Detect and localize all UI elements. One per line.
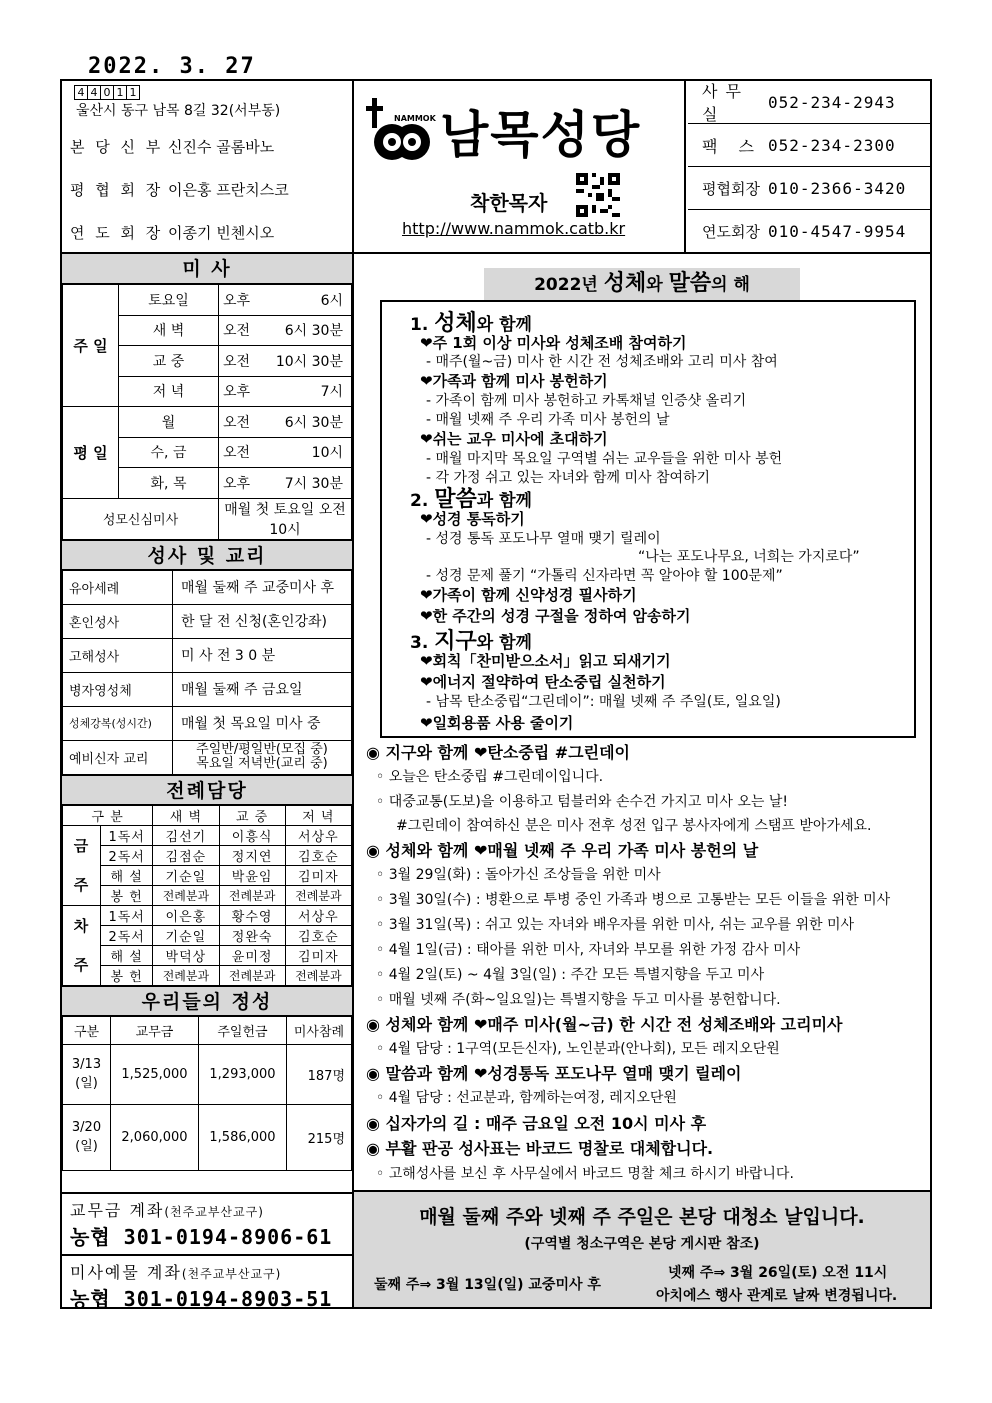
news-item: ◦ 4월 담당 : 1구역(모든신자), 노인분과(안나회), 모든 레지오단원 (376, 1041, 780, 1057)
offering-attendance: 187명 (287, 1044, 352, 1104)
marian-mass-value: 매월 첫 토요일 오전 10시 (219, 498, 352, 539)
sacrament-name: 고해성사 (63, 638, 173, 672)
dues-account-label (62, 1194, 352, 1221)
news-item: ◦ 매월 넷째 주(화~일요일)는 특별지향을 두고 미사를 봉헌합니다. (376, 992, 781, 1008)
church-name: 남목성당 (440, 106, 642, 164)
mass-offering-account-diocese: (천주교부산교구) (181, 1267, 282, 1281)
church-logo-area (354, 81, 686, 252)
offering-header: 주일헌금 (199, 1016, 287, 1044)
mass-time: 6시 (320, 292, 343, 309)
news-item: ◦ 4월 담당 : 선교분과, 함께하는여정, 레지오단원 (376, 1090, 677, 1106)
mass-day: 월 (119, 407, 219, 438)
liturgy-person: 전례분과 (153, 885, 219, 905)
liturgy-duty-table (62, 805, 352, 986)
mass-offering-account-title: 미사예물 계좌 (70, 1263, 182, 1282)
heading-keyword: 말씀 (434, 487, 477, 512)
offering-header: 구분 (63, 1016, 111, 1044)
liturgy-header: 새 벽 (153, 805, 219, 825)
postal-code (74, 85, 139, 100)
news-item: ◦ 대중교통(도보)을 이용하고 텀블러와 손수건 가지고 미사 오는 날! (376, 794, 789, 810)
council-president-label: 평 협 회 장 (70, 181, 164, 199)
cleaning-date-change-note: 아치에스 행사 관계로 날짜 변경됩니다. (656, 1288, 898, 1304)
theme-subitem: - 각 가정 쉬고 있는 자녀와 함께 미사 참여하기 (426, 470, 711, 486)
theme-item: ❤에너지 절약하여 탄소중립 실천하기 (420, 673, 666, 691)
liturgy-person: 김점순 (153, 845, 219, 865)
theme-item: ❤가족이 함께 신약성경 필사하기 (420, 586, 637, 604)
contact-info (688, 81, 932, 252)
liturgy-role: 1독서 (101, 905, 153, 925)
sacrament-schedule: 매월 둘째 주 교중미사 후 (173, 570, 352, 604)
dues-account-title: 교무금 계좌 (70, 1201, 165, 1220)
mass-offering-account-label (62, 1256, 352, 1283)
mass-time: 7시 30분 (284, 475, 343, 492)
theme-subitem: - 성경 통독 포도나무 열매 맺기 릴레이 (426, 531, 661, 547)
liturgy-person: 기순일 (153, 925, 219, 945)
heading-rest: 과 함께 (476, 491, 532, 511)
year-theme-box (380, 300, 916, 738)
offering-day: (일) (75, 1139, 98, 1154)
offering-dues: 1,525,000 (111, 1044, 199, 1104)
liturgy-person: 김선기 (153, 825, 219, 845)
qr-code-icon[interactable] (576, 173, 620, 217)
fax-number: 052-234-2300 (768, 135, 896, 155)
yeondo-president-name: 이종기 빈첸시오 (168, 224, 275, 242)
liturgy-role: 2독서 (101, 845, 153, 865)
liturgy-person: 전례분과 (285, 885, 351, 905)
right-column (354, 254, 932, 1192)
mass-ampm: 오전 (223, 323, 251, 340)
liturgy-person: 윤미정 (219, 945, 285, 965)
news-item: ◦ 3월 29일(화) : 돌아가신 조상들을 위한 미사 (376, 867, 661, 883)
bank-accounts (60, 1192, 354, 1309)
liturgy-person: 전례분과 (153, 965, 219, 985)
liturgy-person: 김호순 (285, 925, 351, 945)
theme-item: ❤회칙「찬미받으소서」읽고 되새기기 (420, 652, 671, 670)
theme-item: ❤가족과 함께 미사 봉헌하기 (420, 372, 608, 390)
liturgy-role: 봉 헌 (101, 965, 153, 985)
liturgy-person: 이흥식 (219, 825, 285, 845)
yeondo-president-row (70, 222, 274, 243)
liturgy-role: 2독서 (101, 925, 153, 945)
mass-time: 6시 30분 (284, 323, 343, 340)
mass-ampm: 오후 (223, 475, 251, 492)
marian-mass-label: 성모신심미사 (63, 498, 219, 539)
pastor-row (70, 136, 274, 157)
news-heading: ◉ 십자가의 길 : 매주 금요일 오전 10시 미사 후 (366, 1114, 707, 1133)
sacrament-schedule: 한 달 전 신청(혼인강좌) (173, 604, 352, 638)
news-item: ◦ 4월 2일(토) ~ 4월 3일(일) : 주간 모든 특별지향을 두고 미사 (376, 967, 765, 983)
heading-rest: 와 함께 (476, 633, 532, 653)
next-week-label-char: 주 (73, 956, 90, 974)
left-column (60, 254, 354, 1309)
liturgy-role: 해 설 (101, 945, 153, 965)
council-phone-label: 평협회장 (702, 179, 760, 198)
yeondo-phone-row (688, 210, 932, 253)
dues-account-diocese: (천주교부산교구) (164, 1205, 264, 1219)
liturgy-header: 구 분 (63, 805, 153, 825)
mass-time: 7시 (320, 384, 343, 401)
news-item: ◦ 3월 31일(목) : 쉬고 있는 자녀와 배우자를 위한 미사, 쉬는 교우를 위한 미사 (376, 917, 855, 933)
mass-day: 저 녁 (119, 376, 219, 407)
mass-day: 수, 금 (119, 437, 219, 468)
this-week-label-char: 금 (73, 837, 90, 855)
liturgy-person: 김호순 (285, 845, 351, 865)
postal-digit: 4 (74, 85, 88, 100)
this-week-label-char: 주 (73, 876, 90, 894)
office-label: 사무실 (702, 82, 749, 124)
offering-date (63, 1044, 111, 1104)
year-theme-word1: 성체 (603, 271, 647, 296)
mass-offering-account-number: 농협 301-0194-8903-51 (70, 1287, 333, 1311)
liturgy-header: 교 중 (219, 805, 285, 825)
news-heading: ◉ 성체와 함께 ❤매월 넷째 주 우리 가족 미사 봉헌의 날 (366, 841, 759, 860)
offering-day: (일) (75, 1076, 98, 1091)
postal-digit: 1 (126, 85, 140, 100)
theme-item: ❤쉬는 교우 미사에 초대하기 (420, 430, 608, 448)
year-theme-word2: 말씀 (668, 271, 712, 296)
next-week-label (63, 905, 101, 985)
council-phone: 010-2366-3420 (768, 178, 907, 198)
yeondo-phone-label: 연도회장 (702, 223, 760, 241)
cleaning-notice-subtitle: (구역별 청소구역은 본당 게시판 참조) (524, 1236, 760, 1252)
offering-date (63, 1104, 111, 1170)
liturgy-person: 이은홍 (153, 905, 219, 925)
pastor-name: 신진수 골롬바노 (168, 138, 275, 156)
news-item: ◦ 오늘은 탄소중립 #그린데이입니다. (376, 769, 604, 785)
sacrament-schedule: 미 사 전 3 0 분 (173, 638, 352, 672)
council-president-row (70, 179, 289, 200)
offering-date-value: 3/13 (71, 1057, 102, 1072)
liturgy-header: 저 녁 (285, 805, 351, 825)
mass-schedule-table (62, 284, 352, 540)
office-phone-row (688, 81, 932, 124)
yeondo-president-label: 연 도 회 장 (70, 224, 164, 242)
mass-ampm: 오전 (223, 414, 251, 431)
theme-subitem: - 매월 마지막 목요일 구역별 쉬는 교우들을 위한 미사 봉헌 (426, 451, 783, 467)
offering-dues: 2,060,000 (111, 1104, 199, 1170)
offering-sunday-collection: 1,586,000 (199, 1104, 287, 1170)
mass-time: 10시 30분 (275, 353, 343, 370)
theme-subitem: - 성경 문제 풀기 “가톨릭 신자라면 꼭 알아야 할 100문제” (426, 568, 783, 584)
offering-attendance: 215명 (287, 1104, 352, 1170)
mass-time: 10시 (311, 445, 343, 462)
liturgy-person: 정지연 (219, 845, 285, 865)
dues-account-number: 농협 301-0194-8906-61 (70, 1225, 333, 1249)
liturgy-person: 전례분과 (285, 965, 351, 985)
office-phone: 052-234-2943 (768, 92, 896, 112)
church-logo (366, 95, 641, 167)
news-item: #그린데이 참여하신 분은 미사 전후 성전 입구 봉사자에게 스탬프 받아가세요. (396, 818, 872, 834)
mass-day: 토요일 (119, 285, 219, 316)
offering-date-value: 3/20 (71, 1120, 102, 1135)
header-info (62, 81, 354, 252)
theme-subitem: - 매주(월~금) 미사 한 시간 전 성체조배와 고리 미사 참여 (426, 354, 778, 370)
council-president-name: 이은홍 프란치스코 (168, 181, 289, 199)
mass-section-title: 미 사 (62, 254, 352, 284)
mass-day: 화, 목 (119, 468, 219, 499)
liturgy-person: 김미자 (285, 945, 351, 965)
theme-subitem: - 가족이 함께 미사 봉헌하고 카톡채널 인증샷 올리기 (426, 393, 747, 409)
mass-ampm: 오전 (223, 353, 251, 370)
theme-item: ❤성경 통독하기 (420, 510, 525, 528)
fax-label: 팩 스 (702, 136, 762, 156)
fax-row (688, 124, 932, 167)
heading-number: 3. (410, 633, 435, 653)
catechumen-class-1: 주일반/평일반(모집 중) (196, 742, 328, 757)
sacrament-name: 성체강복(성시간) (63, 706, 173, 740)
offering-sunday-collection: 1,293,000 (199, 1044, 287, 1104)
header (60, 79, 932, 254)
liturgy-person: 황수영 (219, 905, 285, 925)
news-item: ◦ 3월 30일(수) : 병환으로 투병 중인 가족과 병으로 고통받는 모든 이들을 위한 미사 (376, 892, 891, 908)
heading-rest: 와 함께 (476, 315, 532, 335)
next-week-label-char: 차 (73, 917, 90, 935)
weekday-label: 평 일 (63, 407, 119, 499)
cross-logo-icon (366, 96, 436, 166)
theme-subitem: “나는 포도나무요, 너희는 가지로다” (638, 549, 860, 565)
sacrament-schedule: 매월 첫 목요일 미사 중 (173, 706, 352, 740)
news-heading: ◉ 말씀과 함께 ❤성경통독 포도나무 열매 맺기 릴레이 (366, 1064, 742, 1083)
liturgy-person: 서상우 (285, 825, 351, 845)
sacraments-table (62, 570, 352, 775)
heading-number: 2. (410, 491, 435, 511)
sacrament-name: 예비신자 교리 (63, 740, 173, 774)
mass-day: 교 중 (119, 346, 219, 377)
postal-digit: 1 (113, 85, 127, 100)
theme-item: ❤일회용품 사용 줄이기 (420, 714, 574, 732)
logo-small-text: NAMMOK (394, 114, 436, 123)
liturgy-role: 해 설 (101, 865, 153, 885)
liturgy-person: 전례분과 (219, 965, 285, 985)
heading-number: 1. (410, 315, 435, 335)
mass-time: 6시 30분 (284, 414, 343, 431)
cleaning-notice (354, 1192, 932, 1309)
liturgy-person: 기순일 (153, 865, 219, 885)
liturgy-role: 1독서 (101, 825, 153, 845)
news-item: ◦ 고해성사를 보신 후 사무실에서 바코드 명찰 체크 하시기 바랍니다. (376, 1166, 794, 1182)
mass-day: 새 벽 (119, 315, 219, 346)
sacrament-name: 혼인성사 (63, 604, 173, 638)
cleaning-second-week: 둘째 주⇒ 3월 13일(일) 교중미사 후 (374, 1277, 601, 1293)
liturgy-person: 박덕상 (153, 945, 219, 965)
council-phone-row (688, 167, 932, 210)
bulletin-date: 2022. 3. 27 (88, 54, 256, 79)
year-theme-post: 의 해 (711, 275, 750, 295)
news-heading: ◉ 부활 판공 성사표는 바코드 명찰로 대체합니다. (366, 1139, 714, 1158)
postal-digit: 4 (87, 85, 101, 100)
church-address: 울산시 동구 남목 8길 32(서부동) (76, 103, 281, 119)
theme-subitem: - 매월 넷째 주 우리 가족 미사 봉헌의 날 (426, 412, 670, 428)
heading-keyword: 지구 (434, 629, 477, 654)
theme-subitem: - 남목 탄소중립“그린데이”: 매월 넷째 주 주일(토, 일요일) (426, 694, 781, 710)
news-item: ◦ 4월 1일(금) : 태아를 위한 미사, 자녀와 부모를 위한 가정 감사 미사 (376, 942, 801, 958)
offering-header: 미사참례 (287, 1016, 352, 1044)
liturgy-person: 전례분과 (219, 885, 285, 905)
sacrament-name: 병자영성체 (63, 672, 173, 706)
cleaning-fourth-week: 넷째 주⇒ 3월 26일(토) 오전 11시 (668, 1265, 888, 1281)
sunday-label: 주 일 (63, 285, 119, 407)
catechumen-class-2: 목요일 저녁반(교리 중) (196, 756, 328, 771)
theme-item: ❤주 1회 이상 미사와 성체조배 참여하기 (420, 334, 687, 352)
news-heading: ◉ 지구와 함께 ❤탄소중립 #그린데이 (366, 743, 630, 762)
offering-section-title: 우리들의 정성 (62, 986, 352, 1016)
mass-ampm: 오전 (223, 445, 251, 462)
church-website-link[interactable]: http://www.nammok.catb.kr (402, 219, 626, 238)
mass-ampm: 오후 (223, 292, 251, 309)
year-theme-title (484, 268, 800, 300)
sacraments-section-title: 성사 및 교리 (62, 540, 352, 570)
liturgy-role: 봉 헌 (101, 885, 153, 905)
liturgy-person: 김미자 (285, 865, 351, 885)
cleaning-notice-title: 매월 둘째 주와 넷째 주 주일은 본당 대청소 날입니다. (419, 1206, 865, 1228)
sacrament-schedule: 매월 둘째 주 금요일 (173, 672, 352, 706)
offering-header: 교무금 (111, 1016, 199, 1044)
liturgy-person: 박윤임 (219, 865, 285, 885)
offering-table (62, 1016, 352, 1171)
sacrament-name: 유아세례 (63, 570, 173, 604)
postal-digit: 0 (100, 85, 114, 100)
heading-keyword: 성체 (434, 311, 477, 336)
this-week-label (63, 825, 101, 905)
year-theme-pre: 2022년 (534, 275, 604, 295)
pastor-label: 본 당 신 부 (70, 138, 164, 156)
yeondo-phone: 010-4547-9954 (768, 222, 907, 241)
liturgy-person: 서상우 (285, 905, 351, 925)
news-heading: ◉ 성체와 함께 ❤매주 미사(월~금) 한 시간 전 성체조배와 고리미사 (366, 1015, 843, 1034)
liturgy-section-title: 전례담당 (62, 775, 352, 805)
liturgy-person: 정완숙 (219, 925, 285, 945)
church-motto: 착한목자 (470, 191, 548, 215)
year-theme-mid: 와 (646, 275, 669, 295)
mass-ampm: 오후 (223, 384, 251, 401)
theme-item: ❤한 주간의 성경 구절을 정하여 암송하기 (420, 607, 691, 625)
